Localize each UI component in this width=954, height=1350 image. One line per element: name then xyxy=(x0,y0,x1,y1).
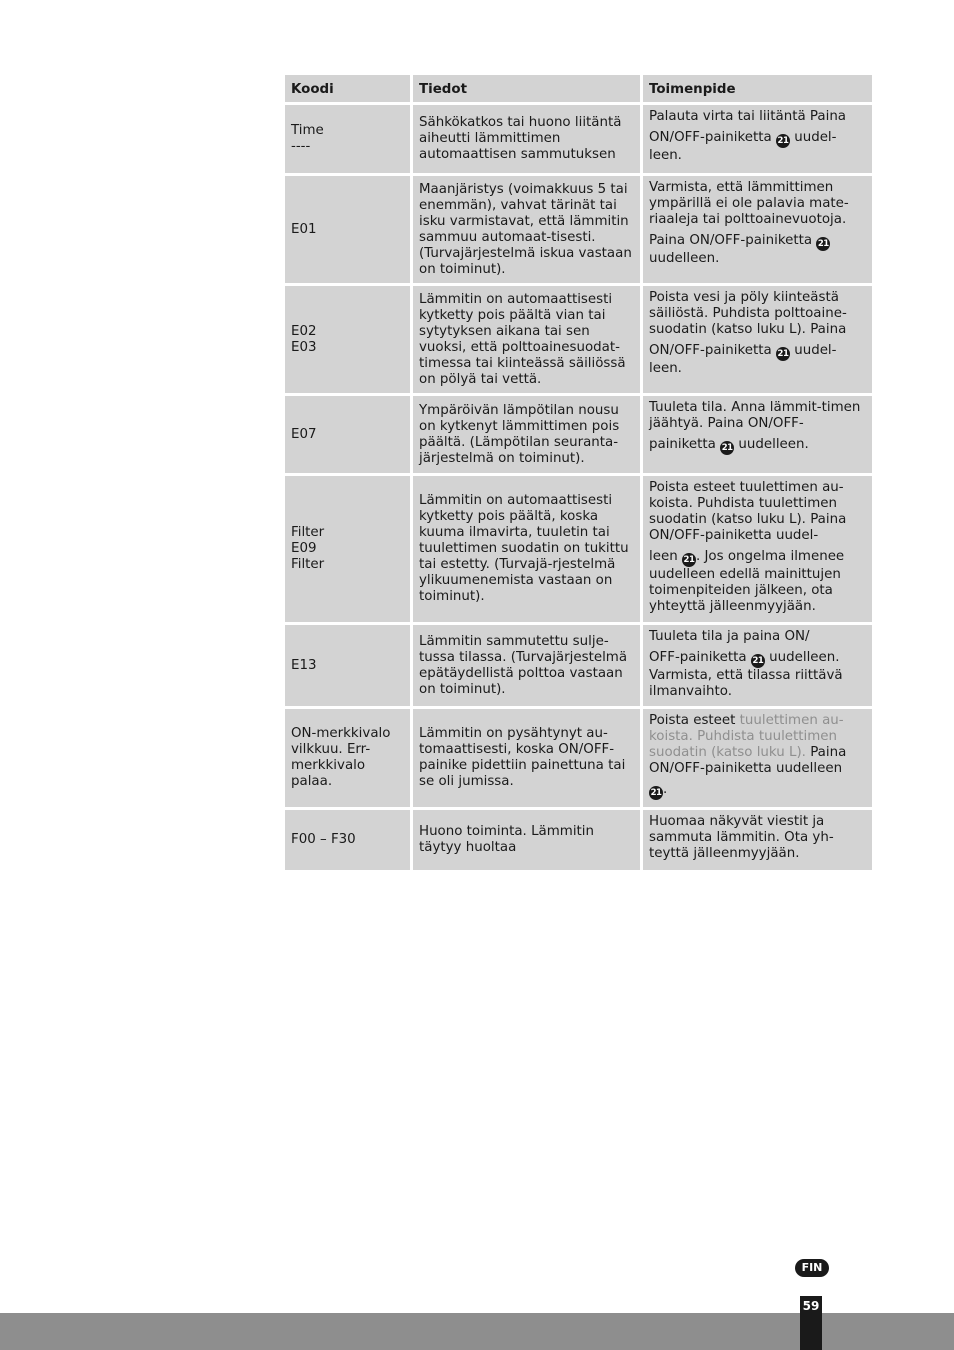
cell-info: Lämmitin on automaattisesti kytketty pois päältä vian tai sytytyksen aikana tai sen vuoksi, että polttoainesuodat-timessa tai kiinteässä säiliössä on pölyä tai vettä. xyxy=(413,286,640,393)
action-text: OFF-painiketta xyxy=(649,650,751,665)
action-paragraph xyxy=(649,629,866,645)
table-header-row xyxy=(285,75,872,102)
table-row xyxy=(285,176,872,283)
error-code-table xyxy=(282,72,875,873)
action-text: . xyxy=(663,782,668,797)
action-text: Poista vesi ja pöly kiinteästä säiliöstä. Puhdista polttoaine-suodatin (katso luku L). Paina xyxy=(649,290,847,337)
action-paragraph xyxy=(649,814,866,862)
header-action: Toimenpide xyxy=(643,75,872,102)
action-paragraph xyxy=(649,713,866,777)
table-row xyxy=(285,286,872,393)
action-paragraph xyxy=(649,290,866,338)
cell-code: Filter E09 Filter xyxy=(285,476,410,622)
action-paragraph xyxy=(649,650,866,700)
cell-code: ON-merkkivalo vilkkuu. Err-merkkivalo palaa. xyxy=(285,709,410,807)
header-info: Tiedot xyxy=(413,75,640,102)
button-number-21-icon: 21 xyxy=(817,239,829,249)
action-paragraph xyxy=(649,400,866,432)
action-paragraph xyxy=(649,233,866,267)
cell-action xyxy=(643,625,872,706)
button-number-21-icon: 21 xyxy=(777,136,789,146)
action-text: Huomaa näkyvät viestit ja sammuta lämmitin. Ota yh-teyttä jälleenmyyjään. xyxy=(649,814,834,861)
cell-info: Lämmitin on pysähtynyt au-tomaattisesti, koska ON/OFF-painike pidettiin painettuna tai se oli jumissa. xyxy=(413,709,640,807)
action-text: . Jos ongelma ilmenee uudelleen edellä mainittujen toimenpiteiden jälkeen, ota yhteyttä jälleenmyyjään. xyxy=(649,549,845,614)
table-row xyxy=(285,476,872,622)
table-row xyxy=(285,625,872,706)
cell-info: Lämmitin on automaattisesti kytketty pois päältä, koska kuuma ilmavirta, tuuletin tai tuulettimen suodatin on tukittu tai estetty. (Turvajä-rjestelmä ylikuumenemista vastaan on toiminut). xyxy=(413,476,640,622)
cell-info: Ympäröivän lämpötilan nousu on kytkenyt lämmittimen pois päältä. (Lämpötilan seuranta-järjestelmä on toiminut). xyxy=(413,396,640,473)
action-paragraph xyxy=(649,782,866,800)
action-text: uudel- leen. xyxy=(649,130,837,163)
cell-code: E02 E03 xyxy=(285,286,410,393)
header-code: Koodi xyxy=(285,75,410,102)
button-number-21-icon: 21 xyxy=(777,349,789,359)
action-text: Tuuleta tila. Anna lämmit-timen jäähtyä. Paina ON/OFF- xyxy=(649,400,861,431)
cell-code: E01 xyxy=(285,176,410,283)
cell-code: F00 – F30 xyxy=(285,810,410,870)
action-paragraph xyxy=(649,549,866,615)
action-text: uudelleen. Varmista, että tilassa riittävä ilmanvaihto. xyxy=(649,650,843,699)
cell-code: Time ---- xyxy=(285,105,410,173)
cell-code: E13 xyxy=(285,625,410,706)
action-text: Paina ON/OFF-painiketta uudelleen xyxy=(649,745,847,776)
action-text-faded: tuulettimen au-koista. Puhdista tuulettimen suodatin (katso luku L). xyxy=(649,713,844,760)
table-row xyxy=(285,810,872,870)
button-number-21-icon: 21 xyxy=(721,443,733,453)
action-text: Poista esteet xyxy=(649,713,740,728)
cell-action xyxy=(643,476,872,622)
action-paragraph xyxy=(649,130,866,164)
table-row xyxy=(285,396,872,473)
action-paragraph xyxy=(649,480,866,544)
cell-action xyxy=(643,176,872,283)
cell-info: Maanjäristys (voimakkuus 5 tai enemmän), vahvat tärinät tai isku varmistavat, että lämmitin sammuu automaat-tisesti. (Turvajärjestelmä iskua vastaan on toiminut). xyxy=(413,176,640,283)
cell-action xyxy=(643,105,872,173)
language-badge: FIN xyxy=(795,1259,829,1277)
action-paragraph xyxy=(649,343,866,377)
button-number-21-icon: 21 xyxy=(752,656,764,666)
button-number-21-icon: 21 xyxy=(683,555,695,565)
cell-action xyxy=(643,810,872,870)
action-paragraph xyxy=(649,109,866,125)
button-number-21-icon: 21 xyxy=(650,788,662,798)
action-text: ON/OFF-painiketta xyxy=(649,343,776,358)
action-paragraph xyxy=(649,437,866,455)
action-paragraph xyxy=(649,180,866,228)
action-text: Palauta virta tai liitäntä Paina xyxy=(649,109,847,124)
action-text: painiketta xyxy=(649,437,721,452)
action-text: Varmista, että lämmittimen ympärillä ei ole palavia mate-riaaleja tai polttoainevuotoja. xyxy=(649,180,849,227)
table-row xyxy=(285,709,872,807)
cell-code: E07 xyxy=(285,396,410,473)
cell-info: Lämmitin sammutettu sulje-tussa tilassa. (Turvajärjestelmä epätäydellistä polttoa vastaan on toiminut). xyxy=(413,625,640,706)
cell-action xyxy=(643,709,872,807)
page-number: 59 xyxy=(800,1296,822,1350)
cell-info: Huono toiminta. Lämmitin täytyy huoltaa xyxy=(413,810,640,870)
action-text: Paina ON/OFF-painiketta xyxy=(649,233,817,248)
cell-action xyxy=(643,396,872,473)
cell-action xyxy=(643,286,872,393)
table-row xyxy=(285,105,872,173)
action-text: uudelleen. xyxy=(734,437,809,452)
action-text: Tuuleta tila ja paina ON/ xyxy=(649,629,810,644)
action-text: ON/OFF-painiketta xyxy=(649,130,776,145)
action-text: leen xyxy=(649,549,682,564)
cell-info: Sähkökatkos tai huono liitäntä aiheutti lämmittimen automaattisen sammutuksen xyxy=(413,105,640,173)
action-text: uudelleen. xyxy=(649,251,720,266)
action-text: uudel- leen. xyxy=(649,343,837,376)
action-text: Poista esteet tuulettimen au-koista. Puhdista tuulettimen suodatin (katso luku L). Paina ON/OFF-painiketta uudel- xyxy=(649,480,847,543)
